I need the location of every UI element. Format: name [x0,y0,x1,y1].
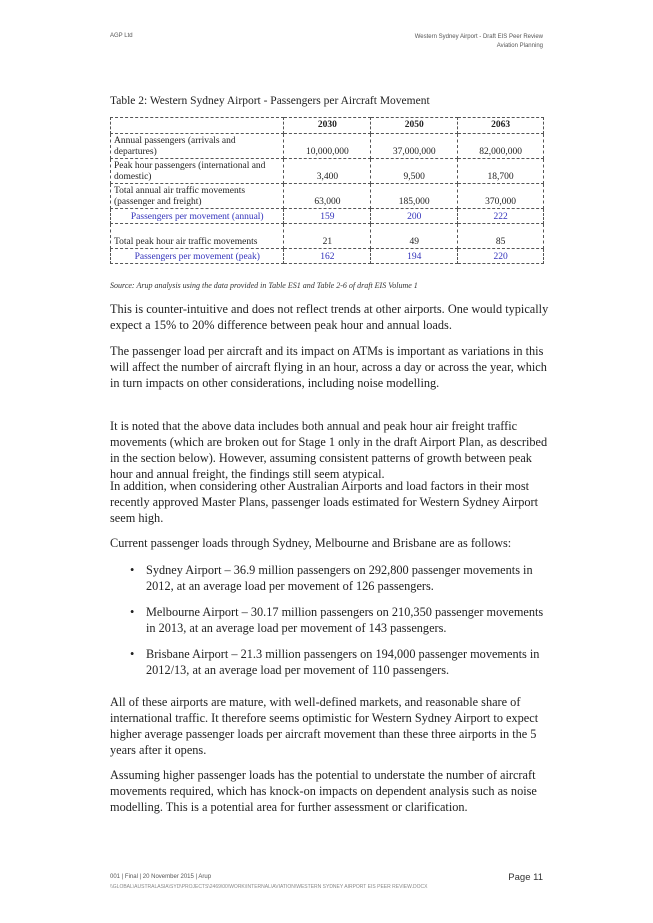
paragraph-7: Assuming higher passenger loads has the potential to understate the number of aircraft movements required, which has knock-on impacts on dependent analysis such as noise modelling. This is a potential area for further assessment or clarification. [110,768,537,814]
list-item [110,646,550,678]
table-cell: 222 [458,209,544,224]
table-cell: 162 [284,249,371,264]
table-cell: 185,000 [371,184,458,209]
table-cell: 220 [458,249,544,264]
row-label: Annual passengers (arrivals and departures) [111,134,284,159]
table-cell: 194 [371,249,458,264]
paragraph-3: It is noted that the above data includes both annual and peak hour air freight traffic movements (which are broken out for Stage 1 only in the draft Airport Plan, as described in the section below). However, assuming consistent patterns of growth between peak hour and annual freight, the findings still seem atypical. [110,419,548,481]
table-caption: Table 2: Western Sydney Airport - Passengers per Aircraft Movement [110,95,430,107]
paragraph-2: The passenger load per aircraft and its impact on ATMs is important as variations in this will affect the number of aircraft flying in an hour, across a day or across the year, which in turn impacts on other considerations, including noise modelling. [110,344,547,390]
footer-file-path: \\GLOBAL\AUSTRALASIA\SYD\PROJECTS\2469\00\WORK\INTERNAL\AVIATION\WESTERN SYDNEY AIRPORT EIS PEER REVIEW.DOCX [110,884,428,890]
list-item [110,604,550,636]
table-row [111,209,544,224]
table-cell: 85 [458,224,544,249]
paragraph-4: In addition, when considering other Australian Airports and load factors in their most recently approved Master Plans, passenger loads estimated for Western Sydney Airport seem high. [110,479,539,525]
header-right [415,33,543,51]
bullet-icon: • [130,647,135,661]
table-header-cell [111,118,284,134]
header-left: AGP Ltd [110,33,133,39]
list-item-text: Sydney Airport – 36.9 million passengers on 292,800 passenger movements in 2012, at an average load per movement of 126 passengers. [146,563,533,593]
header-right-line2: Aviation Planning [496,43,543,49]
list-item-text: Brisbane Airport – 21.3 million passengers on 194,000 passenger movements in 2012/13, at an average load per movement of 110 passengers. [146,647,540,677]
table-cell: 18,700 [458,159,544,184]
airport-bullet-list [110,562,550,678]
table-cell: 200 [371,209,458,224]
row-label: Total peak hour air traffic movements [111,224,284,249]
table-row [111,134,544,159]
header-right-line1: Western Sydney Airport - Draft EIS Peer Review [414,34,543,40]
table-cell: 9,500 [371,159,458,184]
table-cell: 37,000,000 [371,134,458,159]
table-cell: 10,000,000 [284,134,371,159]
footer-left: 001 | Final | 20 November 2015 | Arup [110,874,212,880]
table-cell: 49 [371,224,458,249]
paragraph-6: All of these airports are mature, with well-defined markets, and reasonable share of international traffic. It therefore seems optimistic for Western Sydney Airport to expect higher average passenger loads per aircraft movement than these three airports in the 5 years after it opens. [110,695,539,757]
table-row [111,249,544,264]
table-cell: 370,000 [458,184,544,209]
table-cell: 63,000 [284,184,371,209]
list-item-text: Melbourne Airport – 30.17 million passengers on 210,350 passenger movements in 2013, at an average load per movement of 143 passengers. [146,605,544,635]
table-cell: 3,400 [284,159,371,184]
row-label: Total annual air traffic movements (passenger and freight) [111,184,284,209]
page-number: Page 11 [508,872,543,883]
list-item [110,562,550,594]
table-cell: 21 [284,224,371,249]
row-label: Peak hour passengers (international and domestic) [111,159,284,184]
table-row [111,184,544,209]
row-label: Passengers per movement (annual) [111,209,284,224]
table-row [111,159,544,184]
bullet-icon: • [130,605,135,619]
table-cell: 159 [284,209,371,224]
table-cell: 82,000,000 [458,134,544,159]
table-header-cell: 2050 [371,118,458,134]
bullet-icon: • [130,563,135,577]
table-header-row [111,118,544,134]
passenger-table [110,117,544,264]
table-header-cell: 2030 [284,118,371,134]
table-row [111,224,544,249]
table-header-cell: 2063 [458,118,544,134]
paragraph-5: Current passenger loads through Sydney, Melbourne and Brisbane are as follows: [110,536,512,550]
table-source-note: Source: Arup analysis using the data provided in Table ES1 and Table 2-6 of draft EIS Volume 1 [110,281,418,290]
row-label: Passengers per movement (peak) [111,249,284,264]
paragraph-1: This is counter-intuitive and does not reflect trends at other airports. One would typically expect a 15% to 20% difference between peak hour and annual loads. [110,302,549,332]
